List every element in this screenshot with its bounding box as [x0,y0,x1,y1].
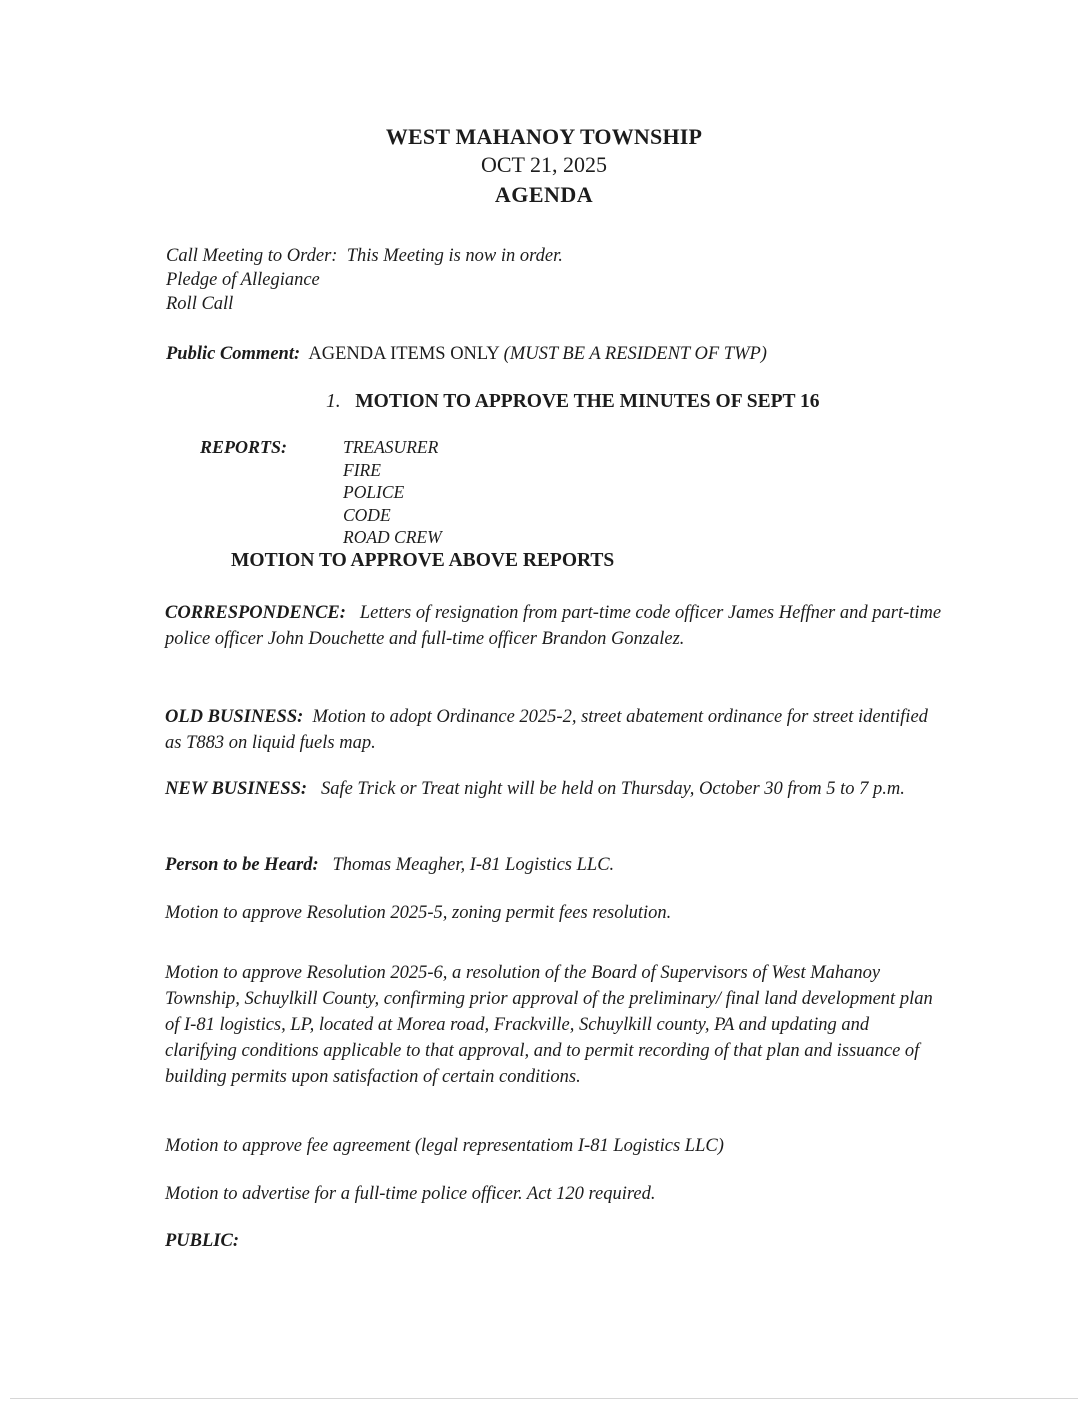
public-label: PUBLIC: [165,1231,239,1251]
correspondence-text: Letters of resignation from part-time code officer James Heffner and part-time police officer John Douchette and full-time officer Brandon Gonzalez. [165,603,942,649]
report-item: CODE [343,504,391,525]
motion-item: Motion to approve fee agreement (legal representatiom I-81 Logistics LLC) [165,1136,724,1156]
meeting-date: OCT 21, 2025 [480,152,608,177]
document-title: AGENDA [494,182,594,207]
old-business-text: Motion to adopt Ordinance 2025-2, street abatement ordinance for street identified as T883 on liquid fuels map. [165,707,928,753]
new-business-text: Safe Trick or Treat night will be held on Thursday, October 30 from 5 to 7 p.m. [320,779,905,799]
correspondence-label: CORRESPONDENCE: [165,603,346,623]
old-business-label: OLD BUSINESS: [165,707,304,727]
report-item: POLICE [343,482,405,502]
motion-item: Motion to approve Resolution 2025-5, zoning permit fees resolution. [165,903,672,923]
township-name: WEST MAHANOY TOWNSHIP [385,124,703,149]
new-business-label: NEW BUSINESS: [165,779,308,799]
motion-item: Motion to approve Resolution 2025-6, a resolution of the Board of Supervisors of West Mahanoy Township, Schuylkill County, confirming prior approval of the preliminary/ final land development plan of I-81 logistics, LP, located at Morea road, Frackville, Schuylkill county, PA and updating and clarifying conditions applicable to that approval, and to permit recording of that plan and issuance of building permits upon satisfaction of certain conditions. [165,963,933,1087]
new-business-section [165,776,945,802]
public-comment-note: (MUST BE A RESIDENT OF TWP) [503,344,767,364]
pledge-of-allegiance: Pledge of Allegiance [166,270,320,290]
public-section [165,1228,945,1254]
item-number: 1. [326,391,341,412]
report-item: FIRE [343,459,381,480]
person-to-be-heard-section [165,852,945,878]
call-to-order-label: Call Meeting to Order: [166,246,338,266]
report-item: ROAD CREW [343,527,442,547]
reports-label: REPORTS: [200,437,288,457]
public-comment-text: AGENDA ITEMS ONLY [308,344,500,364]
roll-call: Roll Call [166,294,234,314]
motion-approve-reports: MOTION TO APPROVE ABOVE REPORTS [231,550,615,571]
motion-minutes-text: MOTION TO APPROVE THE MINUTES OF SEPT 16 [355,391,820,412]
report-item: TREASURER [343,437,439,457]
call-to-order-text: This Meeting is now in order. [346,246,563,266]
call-to-order [166,245,563,268]
old-business-section [165,704,945,756]
page-edge-divider [10,1398,1078,1399]
reports-list [343,437,442,550]
public-comment [166,343,767,366]
correspondence-section [165,600,945,652]
motion-item: Motion to advertise for a full-time police officer. Act 120 required. [165,1184,656,1204]
person-to-be-heard-label: Person to be Heard: [165,855,319,875]
motion-approve-minutes [326,391,820,413]
public-comment-label: Public Comment: [166,344,301,364]
person-to-be-heard-text: Thomas Meagher, I-81 Logistics LLC. [332,855,615,875]
